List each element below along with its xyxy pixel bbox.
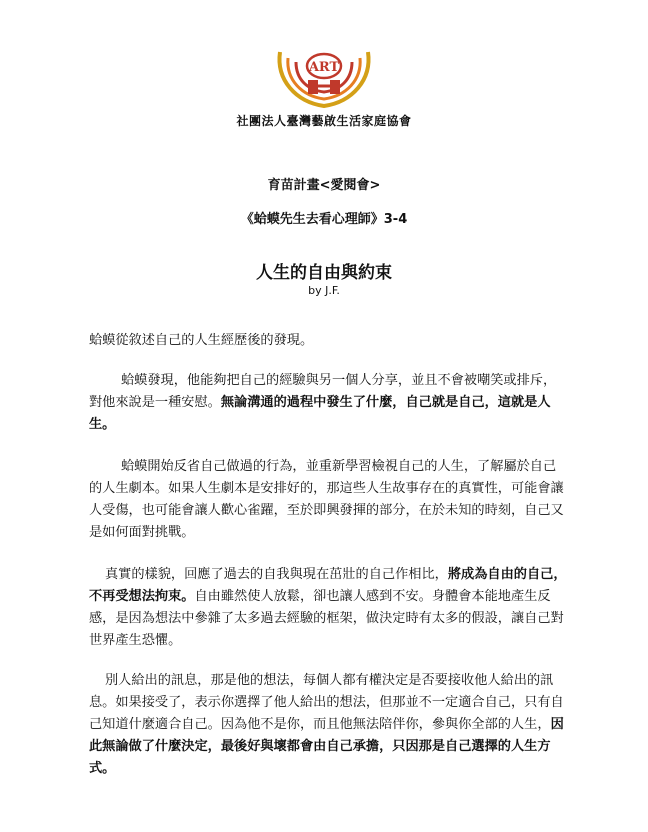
- paragraph-text: 別人給出的訊息，那是他的想法，每個人都有權決定是否要接收他人給出的訊息。如果接受了，表示你選擇了他人給出的想法，但那並不一定適合自己，只有自己知道什麼適合自己。因為他不是你，而且他無法陪伴你，參與你全部的人生，: [89, 673, 564, 732]
- paragraph-freedom: [89, 564, 567, 652]
- paragraph-text: 蛤蟆發現，他能夠把自己的經驗與另一個人分享，並且不會被嘲笑或排斥，對他來說是一種安慰。: [89, 373, 557, 410]
- paragraph-sharing: [89, 370, 567, 436]
- paragraph-text: 蛤蟆開始反省自己做過的行為，並重新學習檢視自己的人生，了解屬於自己的人生劇本。如果人生劇本是安排好的，那這些人生故事存在的真實性，可能會讓人受傷，也可能會讓人歡心雀躍，至於即興發揮的部分，在於未知的時刻，自己又是如何面對挑戰。: [89, 459, 564, 540]
- paragraph-emphasis: 將成為自由的自己，不再受想法拘束。: [89, 567, 567, 604]
- paragraph-intro: [89, 330, 567, 352]
- book-subtitle: 《蛤蟆先生去看心理師》3-4: [240, 212, 408, 227]
- paragraph-reflection: [89, 456, 567, 544]
- art-logo-graphic: [262, 18, 386, 114]
- program-name: 育苗計畫<愛閱會>: [267, 178, 381, 193]
- art-logo: [262, 18, 386, 114]
- paragraph-text: 真實的樣貌，回應了過去的自我與現在茁壯的自己作相比，: [105, 567, 448, 582]
- article-title: 人生的自由與約束: [256, 263, 392, 283]
- svg-text:ART: ART: [308, 60, 340, 75]
- paragraph-emphasis: 無論溝通的過程中發生了什麼，自己就是自己，這就是人生。: [89, 395, 551, 432]
- paragraph-text: 自由雖然使人放鬆，卻也讓人感到不安。身體會本能地產生反感，是因為想法中參雜了太多過去經驗的框架，做決定時有太多的假設，讓自己對世界產生恐懼。: [89, 589, 564, 648]
- organization-name: 社團法人臺灣藝啟生活家庭協會: [236, 114, 412, 128]
- byline: by J.F.: [308, 284, 340, 297]
- paragraph-choice: [89, 670, 567, 780]
- paragraph-text: 蛤蟆從敘述自己的人生經歷後的發現。: [89, 333, 314, 348]
- paragraph-emphasis: 因此無論做了什麼決定，最後好與壞都會由自己承擔，只因那是自己選擇的人生方式。: [89, 717, 564, 776]
